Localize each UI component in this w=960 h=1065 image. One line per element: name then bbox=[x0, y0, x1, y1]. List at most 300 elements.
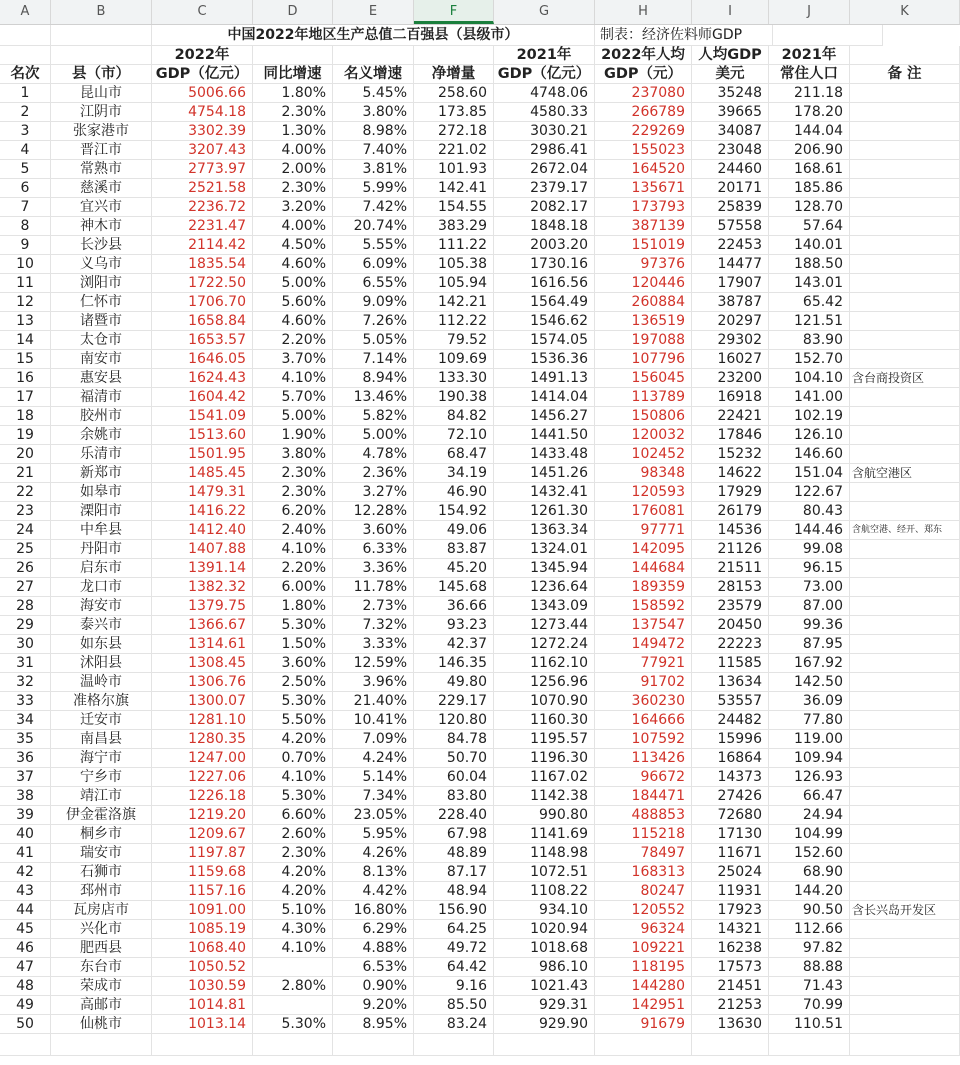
cell-gdp2022[interactable]: 2231.47 bbox=[152, 217, 253, 236]
cell-note[interactable]: 含长兴岛开发区 bbox=[850, 901, 960, 920]
cell-empty[interactable] bbox=[333, 46, 414, 65]
cell-population[interactable]: 185.86 bbox=[769, 179, 850, 198]
cell-gdp2022[interactable]: 4754.18 bbox=[152, 103, 253, 122]
cell-pergdp-yuan[interactable]: 150806 bbox=[595, 407, 692, 426]
cell-population[interactable]: 87.95 bbox=[769, 635, 850, 654]
cell-population[interactable]: 87.00 bbox=[769, 597, 850, 616]
cell-gdp2021[interactable]: 2672.04 bbox=[494, 160, 595, 179]
cell-pergdp-usd[interactable]: 23200 bbox=[692, 369, 769, 388]
cell-note[interactable] bbox=[850, 977, 960, 996]
cell-pergdp-usd[interactable]: 17573 bbox=[692, 958, 769, 977]
cell-county[interactable]: 常熟市 bbox=[51, 160, 152, 179]
cell-note[interactable] bbox=[850, 540, 960, 559]
cell-real-growth[interactable] bbox=[253, 958, 333, 977]
cell-gdp2022[interactable]: 1013.14 bbox=[152, 1015, 253, 1034]
cell-nominal-growth[interactable]: 12.59% bbox=[333, 654, 414, 673]
table-maker-credit[interactable]: 制表：经济佐料师GDP bbox=[595, 25, 773, 46]
cell-net-increase[interactable]: 258.60 bbox=[414, 84, 494, 103]
cell-county[interactable]: 张家港市 bbox=[51, 122, 152, 141]
cell-real-growth[interactable]: 1.50% bbox=[253, 635, 333, 654]
cell-pergdp-usd[interactable]: 17923 bbox=[692, 901, 769, 920]
cell-gdp2021[interactable]: 1456.27 bbox=[494, 407, 595, 426]
cell-nominal-growth[interactable]: 3.36% bbox=[333, 559, 414, 578]
cell-rank[interactable]: 5 bbox=[0, 160, 51, 179]
cell-population[interactable]: 144.04 bbox=[769, 122, 850, 141]
cell-net-increase[interactable]: 228.40 bbox=[414, 806, 494, 825]
cell-rank[interactable]: 37 bbox=[0, 768, 51, 787]
cell-empty[interactable] bbox=[51, 25, 152, 46]
cell-pergdp-yuan[interactable]: 142095 bbox=[595, 540, 692, 559]
cell-county[interactable]: 肥西县 bbox=[51, 939, 152, 958]
cell-pergdp-usd[interactable]: 23579 bbox=[692, 597, 769, 616]
cell-real-growth[interactable]: 6.60% bbox=[253, 806, 333, 825]
cell-gdp2022[interactable]: 1412.40 bbox=[152, 521, 253, 540]
header-county[interactable]: 县（市） bbox=[51, 65, 152, 84]
header-net-increase[interactable]: 净增量 bbox=[414, 65, 494, 84]
cell-real-growth[interactable]: 2.00% bbox=[253, 160, 333, 179]
cell-real-growth[interactable]: 0.70% bbox=[253, 749, 333, 768]
cell-net-increase[interactable]: 42.37 bbox=[414, 635, 494, 654]
cell-real-growth[interactable]: 2.30% bbox=[253, 483, 333, 502]
cell-population[interactable]: 126.93 bbox=[769, 768, 850, 787]
cell-real-growth[interactable]: 5.10% bbox=[253, 901, 333, 920]
cell-rank[interactable]: 42 bbox=[0, 863, 51, 882]
cell-population[interactable]: 151.04 bbox=[769, 464, 850, 483]
cell-pergdp-usd[interactable]: 21126 bbox=[692, 540, 769, 559]
cell-pergdp-usd[interactable]: 21451 bbox=[692, 977, 769, 996]
cell-real-growth[interactable]: 4.10% bbox=[253, 540, 333, 559]
cell-pergdp-yuan[interactable]: 98348 bbox=[595, 464, 692, 483]
cell-nominal-growth[interactable]: 11.78% bbox=[333, 578, 414, 597]
cell-net-increase[interactable]: 109.69 bbox=[414, 350, 494, 369]
cell-empty[interactable] bbox=[692, 1034, 769, 1056]
cell-pergdp-yuan[interactable]: 137547 bbox=[595, 616, 692, 635]
cell-county[interactable]: 如东县 bbox=[51, 635, 152, 654]
cell-nominal-growth[interactable]: 20.74% bbox=[333, 217, 414, 236]
cell-pergdp-usd[interactable]: 25024 bbox=[692, 863, 769, 882]
cell-nominal-growth[interactable]: 6.53% bbox=[333, 958, 414, 977]
cell-gdp2021[interactable]: 1070.90 bbox=[494, 692, 595, 711]
cell-rank[interactable]: 19 bbox=[0, 426, 51, 445]
cell-gdp2021[interactable]: 1196.30 bbox=[494, 749, 595, 768]
cell-nominal-growth[interactable]: 2.73% bbox=[333, 597, 414, 616]
cell-real-growth[interactable]: 1.80% bbox=[253, 597, 333, 616]
cell-gdp2022[interactable]: 1653.57 bbox=[152, 331, 253, 350]
cell-real-growth[interactable]: 5.50% bbox=[253, 711, 333, 730]
cell-gdp2021[interactable]: 1616.56 bbox=[494, 274, 595, 293]
column-letter-d[interactable]: D bbox=[253, 0, 333, 24]
cell-county[interactable]: 瓦房店市 bbox=[51, 901, 152, 920]
cell-county[interactable]: 海宁市 bbox=[51, 749, 152, 768]
cell-gdp2022[interactable]: 2114.42 bbox=[152, 236, 253, 255]
cell-gdp2021[interactable]: 990.80 bbox=[494, 806, 595, 825]
cell-real-growth[interactable]: 5.30% bbox=[253, 616, 333, 635]
cell-gdp2021[interactable]: 2082.17 bbox=[494, 198, 595, 217]
cell-gdp2022[interactable]: 1050.52 bbox=[152, 958, 253, 977]
cell-nominal-growth[interactable]: 7.34% bbox=[333, 787, 414, 806]
header-pergdp-usd[interactable]: 人均GDP bbox=[692, 46, 769, 65]
cell-pergdp-yuan[interactable]: 115218 bbox=[595, 825, 692, 844]
cell-population[interactable]: 188.50 bbox=[769, 255, 850, 274]
cell-pergdp-yuan[interactable]: 168313 bbox=[595, 863, 692, 882]
cell-gdp2022[interactable]: 1366.67 bbox=[152, 616, 253, 635]
cell-net-increase[interactable]: 111.22 bbox=[414, 236, 494, 255]
column-letter-e[interactable]: E bbox=[333, 0, 414, 24]
cell-nominal-growth[interactable]: 8.95% bbox=[333, 1015, 414, 1034]
cell-note[interactable]: 含航空港区 bbox=[850, 464, 960, 483]
cell-nominal-growth[interactable]: 5.99% bbox=[333, 179, 414, 198]
cell-pergdp-yuan[interactable]: 155023 bbox=[595, 141, 692, 160]
cell-gdp2021[interactable]: 4580.33 bbox=[494, 103, 595, 122]
cell-rank[interactable]: 40 bbox=[0, 825, 51, 844]
cell-note[interactable] bbox=[850, 996, 960, 1015]
cell-net-increase[interactable]: 49.06 bbox=[414, 521, 494, 540]
cell-county[interactable]: 准格尔旗 bbox=[51, 692, 152, 711]
cell-gdp2022[interactable]: 1624.43 bbox=[152, 369, 253, 388]
cell-pergdp-yuan[interactable]: 97376 bbox=[595, 255, 692, 274]
cell-population[interactable]: 73.00 bbox=[769, 578, 850, 597]
cell-note[interactable] bbox=[850, 578, 960, 597]
cell-note[interactable] bbox=[850, 825, 960, 844]
cell-pergdp-yuan[interactable]: 120552 bbox=[595, 901, 692, 920]
cell-net-increase[interactable]: 93.23 bbox=[414, 616, 494, 635]
cell-nominal-growth[interactable]: 3.33% bbox=[333, 635, 414, 654]
cell-gdp2022[interactable]: 1646.05 bbox=[152, 350, 253, 369]
cell-real-growth[interactable] bbox=[253, 996, 333, 1015]
cell-gdp2022[interactable]: 1835.54 bbox=[152, 255, 253, 274]
header-pergdp2022[interactable]: 2022年人均 bbox=[595, 46, 692, 65]
cell-county[interactable]: 泰兴市 bbox=[51, 616, 152, 635]
cell-empty[interactable] bbox=[51, 46, 152, 65]
cell-pergdp-usd[interactable]: 22421 bbox=[692, 407, 769, 426]
cell-gdp2021[interactable]: 934.10 bbox=[494, 901, 595, 920]
cell-pergdp-usd[interactable]: 26179 bbox=[692, 502, 769, 521]
cell-population[interactable]: 102.19 bbox=[769, 407, 850, 426]
cell-note[interactable] bbox=[850, 654, 960, 673]
cell-population[interactable]: 88.88 bbox=[769, 958, 850, 977]
cell-real-growth[interactable]: 2.60% bbox=[253, 825, 333, 844]
cell-net-increase[interactable]: 101.93 bbox=[414, 160, 494, 179]
cell-population[interactable]: 141.00 bbox=[769, 388, 850, 407]
cell-pergdp-yuan[interactable]: 184471 bbox=[595, 787, 692, 806]
cell-gdp2021[interactable]: 1564.49 bbox=[494, 293, 595, 312]
cell-county[interactable]: 余姚市 bbox=[51, 426, 152, 445]
cell-rank[interactable]: 39 bbox=[0, 806, 51, 825]
cell-gdp2022[interactable]: 1416.22 bbox=[152, 502, 253, 521]
cell-nominal-growth[interactable]: 4.42% bbox=[333, 882, 414, 901]
cell-population[interactable]: 119.00 bbox=[769, 730, 850, 749]
cell-pergdp-yuan[interactable]: 135671 bbox=[595, 179, 692, 198]
cell-pergdp-yuan[interactable]: 120446 bbox=[595, 274, 692, 293]
cell-net-increase[interactable]: 105.38 bbox=[414, 255, 494, 274]
cell-gdp2021[interactable]: 1021.43 bbox=[494, 977, 595, 996]
cell-gdp2022[interactable]: 1308.45 bbox=[152, 654, 253, 673]
cell-gdp2022[interactable]: 1541.09 bbox=[152, 407, 253, 426]
cell-real-growth[interactable]: 1.30% bbox=[253, 122, 333, 141]
cell-nominal-growth[interactable]: 9.09% bbox=[333, 293, 414, 312]
cell-county[interactable]: 桐乡市 bbox=[51, 825, 152, 844]
cell-county[interactable]: 靖江市 bbox=[51, 787, 152, 806]
cell-pergdp-usd[interactable]: 25839 bbox=[692, 198, 769, 217]
cell-net-increase[interactable]: 190.38 bbox=[414, 388, 494, 407]
cell-nominal-growth[interactable]: 8.98% bbox=[333, 122, 414, 141]
cell-net-increase[interactable]: 85.50 bbox=[414, 996, 494, 1015]
cell-note[interactable] bbox=[850, 255, 960, 274]
cell-net-increase[interactable]: 83.80 bbox=[414, 787, 494, 806]
cell-note[interactable] bbox=[850, 198, 960, 217]
column-letter-f-selected[interactable]: F bbox=[414, 0, 494, 24]
cell-gdp2022[interactable]: 1280.35 bbox=[152, 730, 253, 749]
cell-gdp2022[interactable]: 1219.20 bbox=[152, 806, 253, 825]
cell-gdp2021[interactable]: 1072.51 bbox=[494, 863, 595, 882]
cell-rank[interactable]: 38 bbox=[0, 787, 51, 806]
cell-empty[interactable] bbox=[0, 46, 51, 65]
cell-pergdp-usd[interactable]: 34087 bbox=[692, 122, 769, 141]
cell-nominal-growth[interactable]: 3.27% bbox=[333, 483, 414, 502]
cell-pergdp-usd[interactable]: 17907 bbox=[692, 274, 769, 293]
cell-nominal-growth[interactable]: 3.80% bbox=[333, 103, 414, 122]
cell-empty[interactable] bbox=[152, 1034, 253, 1056]
cell-pergdp-usd[interactable]: 13634 bbox=[692, 673, 769, 692]
cell-population[interactable]: 104.10 bbox=[769, 369, 850, 388]
cell-county[interactable]: 荣成市 bbox=[51, 977, 152, 996]
cell-gdp2021[interactable]: 1261.30 bbox=[494, 502, 595, 521]
cell-rank[interactable]: 23 bbox=[0, 502, 51, 521]
cell-population[interactable]: 178.20 bbox=[769, 103, 850, 122]
cell-empty[interactable] bbox=[414, 1034, 494, 1056]
cell-nominal-growth[interactable]: 7.26% bbox=[333, 312, 414, 331]
cell-gdp2022[interactable]: 2521.58 bbox=[152, 179, 253, 198]
cell-note[interactable]: 含台商投资区 bbox=[850, 369, 960, 388]
cell-rank[interactable]: 45 bbox=[0, 920, 51, 939]
cell-nominal-growth[interactable]: 4.24% bbox=[333, 749, 414, 768]
header-rank[interactable]: 名次 bbox=[0, 65, 51, 84]
cell-pergdp-yuan[interactable]: 113426 bbox=[595, 749, 692, 768]
cell-nominal-growth[interactable]: 5.05% bbox=[333, 331, 414, 350]
cell-pergdp-usd[interactable]: 23048 bbox=[692, 141, 769, 160]
cell-nominal-growth[interactable]: 16.80% bbox=[333, 901, 414, 920]
cell-gdp2021[interactable]: 1848.18 bbox=[494, 217, 595, 236]
cell-pergdp-yuan[interactable]: 102452 bbox=[595, 445, 692, 464]
cell-county[interactable]: 义乌市 bbox=[51, 255, 152, 274]
cell-note[interactable] bbox=[850, 160, 960, 179]
cell-county[interactable]: 邳州市 bbox=[51, 882, 152, 901]
cell-empty[interactable] bbox=[51, 1034, 152, 1056]
cell-net-increase[interactable]: 64.25 bbox=[414, 920, 494, 939]
cell-population[interactable]: 70.99 bbox=[769, 996, 850, 1015]
cell-gdp2022[interactable]: 1706.70 bbox=[152, 293, 253, 312]
cell-population[interactable]: 122.67 bbox=[769, 483, 850, 502]
cell-county[interactable]: 仁怀市 bbox=[51, 293, 152, 312]
cell-gdp2021[interactable]: 2379.17 bbox=[494, 179, 595, 198]
cell-rank[interactable]: 20 bbox=[0, 445, 51, 464]
cell-real-growth[interactable]: 4.00% bbox=[253, 141, 333, 160]
cell-real-growth[interactable]: 4.20% bbox=[253, 730, 333, 749]
cell-gdp2022[interactable]: 1501.95 bbox=[152, 445, 253, 464]
cell-gdp2021[interactable]: 1345.94 bbox=[494, 559, 595, 578]
cell-pergdp-usd[interactable]: 15996 bbox=[692, 730, 769, 749]
cell-population[interactable]: 99.08 bbox=[769, 540, 850, 559]
cell-pergdp-usd[interactable]: 22223 bbox=[692, 635, 769, 654]
cell-note[interactable] bbox=[850, 84, 960, 103]
cell-rank[interactable]: 26 bbox=[0, 559, 51, 578]
cell-real-growth[interactable]: 4.60% bbox=[253, 312, 333, 331]
cell-nominal-growth[interactable]: 2.36% bbox=[333, 464, 414, 483]
cell-nominal-growth[interactable]: 4.88% bbox=[333, 939, 414, 958]
cell-county[interactable]: 太仓市 bbox=[51, 331, 152, 350]
cell-gdp2022[interactable]: 3207.43 bbox=[152, 141, 253, 160]
cell-real-growth[interactable]: 3.70% bbox=[253, 350, 333, 369]
cell-empty[interactable] bbox=[333, 1034, 414, 1056]
cell-pergdp-yuan[interactable]: 97771 bbox=[595, 521, 692, 540]
cell-county[interactable]: 昆山市 bbox=[51, 84, 152, 103]
cell-rank[interactable]: 27 bbox=[0, 578, 51, 597]
cell-net-increase[interactable]: 84.78 bbox=[414, 730, 494, 749]
table-title[interactable]: 中国2022年地区生产总值二百强县（县级市） bbox=[152, 25, 595, 46]
cell-population[interactable]: 68.90 bbox=[769, 863, 850, 882]
cell-gdp2022[interactable]: 1379.75 bbox=[152, 597, 253, 616]
cell-note[interactable] bbox=[850, 806, 960, 825]
cell-pergdp-yuan[interactable]: 136519 bbox=[595, 312, 692, 331]
cell-net-increase[interactable]: 84.82 bbox=[414, 407, 494, 426]
cell-gdp2021[interactable]: 1236.64 bbox=[494, 578, 595, 597]
cell-rank[interactable]: 12 bbox=[0, 293, 51, 312]
cell-gdp2022[interactable]: 1485.45 bbox=[152, 464, 253, 483]
cell-net-increase[interactable]: 146.35 bbox=[414, 654, 494, 673]
cell-pergdp-usd[interactable]: 17130 bbox=[692, 825, 769, 844]
cell-gdp2021[interactable]: 1451.26 bbox=[494, 464, 595, 483]
cell-gdp2021[interactable]: 1363.34 bbox=[494, 521, 595, 540]
cell-gdp2021[interactable]: 1441.50 bbox=[494, 426, 595, 445]
cell-county[interactable]: 海安市 bbox=[51, 597, 152, 616]
cell-note[interactable] bbox=[850, 597, 960, 616]
header-gdp2022-year[interactable]: 2022年 bbox=[152, 46, 253, 65]
cell-net-increase[interactable]: 173.85 bbox=[414, 103, 494, 122]
cell-nominal-growth[interactable]: 7.40% bbox=[333, 141, 414, 160]
cell-rank[interactable]: 50 bbox=[0, 1015, 51, 1034]
cell-rank[interactable]: 43 bbox=[0, 882, 51, 901]
cell-note[interactable] bbox=[850, 502, 960, 521]
cell-pergdp-usd[interactable]: 21511 bbox=[692, 559, 769, 578]
cell-gdp2021[interactable]: 1343.09 bbox=[494, 597, 595, 616]
cell-pergdp-yuan[interactable]: 158592 bbox=[595, 597, 692, 616]
cell-net-increase[interactable]: 72.10 bbox=[414, 426, 494, 445]
cell-county[interactable]: 沭阳县 bbox=[51, 654, 152, 673]
cell-pergdp-usd[interactable]: 29302 bbox=[692, 331, 769, 350]
cell-county[interactable]: 新郑市 bbox=[51, 464, 152, 483]
cell-gdp2022[interactable]: 1604.42 bbox=[152, 388, 253, 407]
cell-pergdp-yuan[interactable]: 107592 bbox=[595, 730, 692, 749]
cell-nominal-growth[interactable]: 6.29% bbox=[333, 920, 414, 939]
cell-county[interactable]: 惠安县 bbox=[51, 369, 152, 388]
cell-gdp2022[interactable]: 1281.10 bbox=[152, 711, 253, 730]
cell-note[interactable] bbox=[850, 483, 960, 502]
cell-county[interactable]: 温岭市 bbox=[51, 673, 152, 692]
header-usd[interactable]: 美元 bbox=[692, 65, 769, 84]
cell-gdp2021[interactable]: 1491.13 bbox=[494, 369, 595, 388]
cell-nominal-growth[interactable]: 7.42% bbox=[333, 198, 414, 217]
cell-pergdp-yuan[interactable]: 91679 bbox=[595, 1015, 692, 1034]
cell-pergdp-yuan[interactable]: 229269 bbox=[595, 122, 692, 141]
cell-rank[interactable]: 34 bbox=[0, 711, 51, 730]
cell-gdp2021[interactable]: 1162.10 bbox=[494, 654, 595, 673]
cell-empty[interactable] bbox=[769, 1034, 850, 1056]
cell-county[interactable]: 如皋市 bbox=[51, 483, 152, 502]
cell-net-increase[interactable]: 45.20 bbox=[414, 559, 494, 578]
cell-population[interactable]: 97.82 bbox=[769, 939, 850, 958]
cell-note[interactable] bbox=[850, 217, 960, 236]
cell-net-increase[interactable]: 67.98 bbox=[414, 825, 494, 844]
cell-rank[interactable]: 22 bbox=[0, 483, 51, 502]
cell-population[interactable]: 90.50 bbox=[769, 901, 850, 920]
cell-note[interactable] bbox=[850, 787, 960, 806]
column-letter-c[interactable]: C bbox=[152, 0, 253, 24]
cell-population[interactable]: 36.09 bbox=[769, 692, 850, 711]
cell-pergdp-usd[interactable]: 14477 bbox=[692, 255, 769, 274]
cell-pergdp-usd[interactable]: 16027 bbox=[692, 350, 769, 369]
cell-gdp2022[interactable]: 1157.16 bbox=[152, 882, 253, 901]
cell-note[interactable] bbox=[850, 103, 960, 122]
cell-county[interactable]: 福清市 bbox=[51, 388, 152, 407]
cell-real-growth[interactable]: 2.50% bbox=[253, 673, 333, 692]
cell-population[interactable]: 142.50 bbox=[769, 673, 850, 692]
cell-rank[interactable]: 36 bbox=[0, 749, 51, 768]
cell-rank[interactable]: 49 bbox=[0, 996, 51, 1015]
cell-real-growth[interactable]: 2.30% bbox=[253, 844, 333, 863]
cell-net-increase[interactable]: 60.04 bbox=[414, 768, 494, 787]
cell-gdp2021[interactable]: 1414.04 bbox=[494, 388, 595, 407]
cell-net-increase[interactable]: 64.42 bbox=[414, 958, 494, 977]
header-nominal-growth[interactable]: 名义增速 bbox=[333, 65, 414, 84]
cell-county[interactable]: 长沙县 bbox=[51, 236, 152, 255]
cell-nominal-growth[interactable]: 7.14% bbox=[333, 350, 414, 369]
cell-note[interactable] bbox=[850, 141, 960, 160]
cell-nominal-growth[interactable]: 5.14% bbox=[333, 768, 414, 787]
cell-net-increase[interactable]: 83.24 bbox=[414, 1015, 494, 1034]
cell-pergdp-yuan[interactable]: 173793 bbox=[595, 198, 692, 217]
cell-county[interactable]: 石狮市 bbox=[51, 863, 152, 882]
cell-net-increase[interactable]: 142.41 bbox=[414, 179, 494, 198]
cell-real-growth[interactable]: 2.40% bbox=[253, 521, 333, 540]
cell-nominal-growth[interactable]: 6.33% bbox=[333, 540, 414, 559]
cell-gdp2022[interactable]: 1227.06 bbox=[152, 768, 253, 787]
cell-population[interactable]: 152.60 bbox=[769, 844, 850, 863]
column-letter-a[interactable]: A bbox=[0, 0, 51, 24]
cell-nominal-growth[interactable]: 5.45% bbox=[333, 84, 414, 103]
cell-net-increase[interactable]: 36.66 bbox=[414, 597, 494, 616]
cell-county[interactable]: 诸暨市 bbox=[51, 312, 152, 331]
cell-note[interactable] bbox=[850, 730, 960, 749]
cell-real-growth[interactable]: 3.60% bbox=[253, 654, 333, 673]
cell-real-growth[interactable]: 5.30% bbox=[253, 692, 333, 711]
cell-gdp2022[interactable]: 2236.72 bbox=[152, 198, 253, 217]
cell-pergdp-usd[interactable]: 13630 bbox=[692, 1015, 769, 1034]
cell-rank[interactable]: 14 bbox=[0, 331, 51, 350]
cell-gdp2021[interactable]: 1141.69 bbox=[494, 825, 595, 844]
cell-gdp2021[interactable]: 1256.96 bbox=[494, 673, 595, 692]
cell-rank[interactable]: 7 bbox=[0, 198, 51, 217]
cell-population[interactable]: 109.94 bbox=[769, 749, 850, 768]
cell-pergdp-usd[interactable]: 53557 bbox=[692, 692, 769, 711]
header-gdp2021-year[interactable]: 2021年 bbox=[494, 46, 595, 65]
cell-rank[interactable]: 25 bbox=[0, 540, 51, 559]
cell-county[interactable]: 中牟县 bbox=[51, 521, 152, 540]
cell-pergdp-usd[interactable]: 17846 bbox=[692, 426, 769, 445]
cell-pergdp-usd[interactable]: 39665 bbox=[692, 103, 769, 122]
cell-gdp2021[interactable]: 1195.57 bbox=[494, 730, 595, 749]
cell-population[interactable]: 110.51 bbox=[769, 1015, 850, 1034]
cell-real-growth[interactable]: 2.20% bbox=[253, 559, 333, 578]
